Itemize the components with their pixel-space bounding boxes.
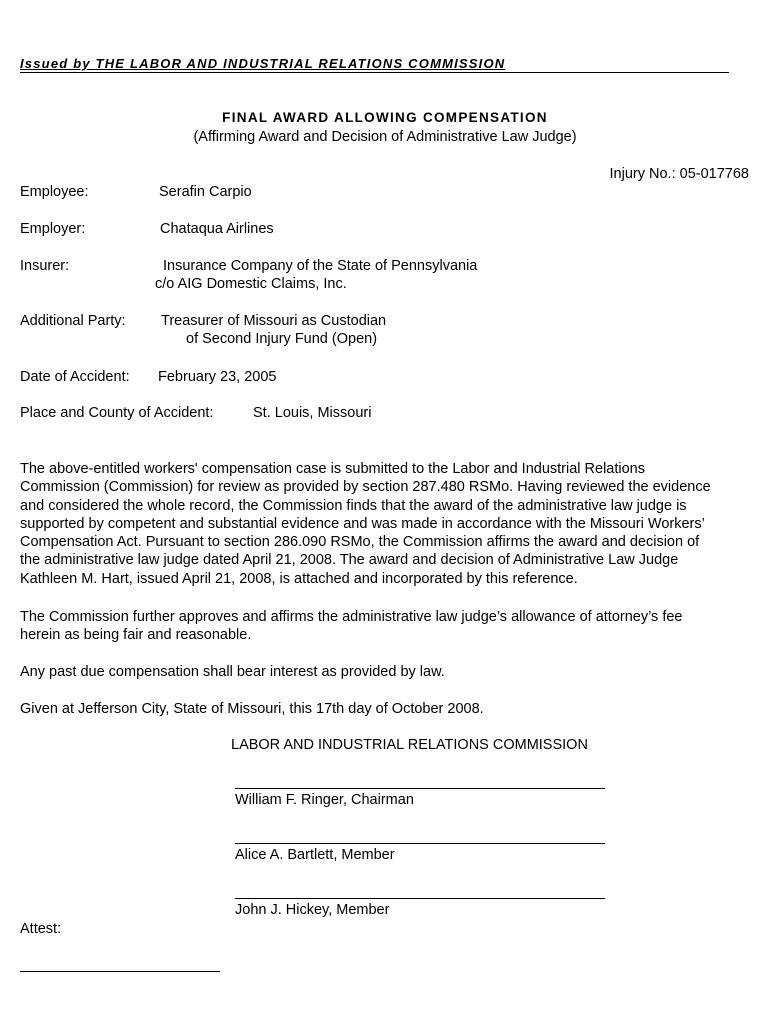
signature-line-member1 [235,843,605,844]
paragraph-line: supported by competent and substantial evidence and was made in accordance with the Missouri Workers’ [20,515,705,532]
additional-party-value-line2: of Second Injury Fund (Open) [186,331,378,347]
insurer-label: Insurer: [20,258,70,274]
paragraph-given-at: Given at Jefferson City, State of Missouri, this 17th day of October 2008. [20,701,484,717]
paragraph-attorney-fee [20,608,750,645]
injury-label: Injury No.: [609,166,676,182]
date-of-accident-label: Date of Accident: [20,369,130,385]
signer-chairman: William F. Ringer, Chairman [235,792,414,808]
signature-line-chairman [235,788,605,789]
paragraph-line: Compensation Act. Pursuant to section 286.090 RSMo, the Commission affirms the award and decision of [20,534,700,551]
paragraph-review [20,460,750,588]
injury-number [610,166,749,182]
attest-label: Attest: [20,921,62,937]
date-of-accident-value: February 23, 2005 [158,369,277,385]
employer-value: Chataqua Airlines [160,221,274,237]
signer-member2: John J. Hickey, Member [235,902,390,918]
document-title: FINAL AWARD ALLOWING COMPENSATION [222,110,548,125]
document-subtitle: (Affirming Award and Decision of Administrative Law Judge) [193,129,577,145]
attest-signature-line [20,971,220,972]
employee-value: Serafin Carpio [159,184,252,200]
header-rule [20,56,729,73]
paragraph-line: the administrative law judge dated April 21, 2008. The award and decision of Administrative Law Judge [20,552,679,569]
paragraph-line: The Commission further approves and affirms the administrative law judge’s allowance of attorney’s fee [20,609,683,625]
insurer-value-line1: Insurance Company of the State of Pennsylvania [163,258,478,274]
paragraph-line: and considered the whole record, the Commission finds that the award of the administrative law judge is [20,497,687,514]
paragraph-line: The above-entitled workers' compensation case is submitted to the Labor and Industrial Relations [20,461,646,477]
employee-label: Employee: [20,184,89,200]
paragraph-line: Commission (Commission) for review as provided by section 287.480 RSMo. Having reviewed the evidence [20,479,711,496]
insurer-value-line2: c/o AIG Domestic Claims, Inc. [155,276,347,292]
commission-name: LABOR AND INDUSTRIAL RELATIONS COMMISSION [231,737,588,753]
paragraph-line: herein as being fair and reasonable. [20,627,252,644]
additional-party-label: Additional Party: [20,313,126,329]
employer-label: Employer: [20,221,86,237]
place-of-accident-value: St. Louis, Missouri [253,405,372,421]
paragraph-interest: Any past due compensation shall bear interest as provided by law. [20,664,445,680]
signature-line-member2 [235,898,605,899]
signer-member1: Alice A. Bartlett, Member [235,847,395,863]
issuer-heading: Issued by THE LABOR AND INDUSTRIAL RELATIONS COMMISSION [20,56,506,71]
injury-value: 05-017768 [679,166,749,182]
additional-party-value-line1: Treasurer of Missouri as Custodian [161,313,387,329]
paragraph-line: Kathleen M. Hart, issued April 21, 2008, is attached and incorporated by this reference. [20,570,578,587]
place-of-accident-label: Place and County of Accident: [20,405,214,421]
